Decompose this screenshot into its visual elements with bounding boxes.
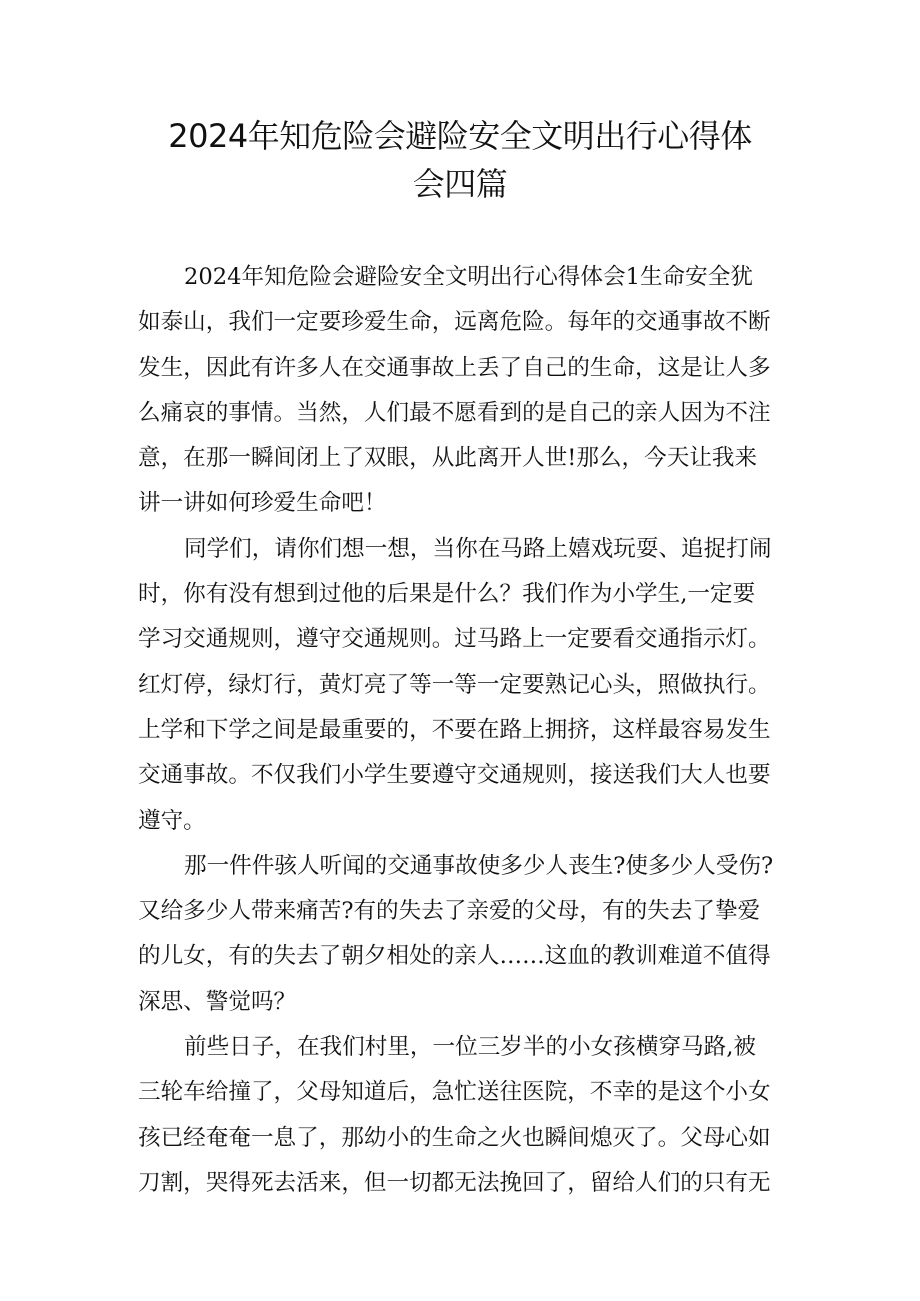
- paragraph-3: [138, 844, 790, 1025]
- paragraph-1: [138, 255, 790, 527]
- text-line: 又给多少人带来痛苦?有的失去了亲爱的父母，有的失去了挚爱: [138, 898, 761, 925]
- paragraph-4: [138, 1025, 790, 1206]
- text-line: 前些日子，在我们村里，一位三岁半的小女孩横穿马路,被: [184, 1034, 757, 1061]
- text-line: 刀割，哭得死去活来，但一切都无法挽回了，留给人们的只有无: [138, 1169, 771, 1196]
- text-line: 意，在那一瞬间闭上了双眼，从此离开人世!那么，今天让我来: [138, 445, 758, 472]
- text-line: 红灯停，绿灯行，黄灯亮了等一等一定要熟记心头，照做执行。: [138, 671, 771, 698]
- title-line-1: 2024年知危险会避险安全文明出行心得体: [168, 117, 752, 155]
- text-line: 孩已经奄奄一息了，那幼小的生命之火也瞬间熄灭了。父母心如: [138, 1124, 771, 1151]
- text-line: 遵守。: [138, 807, 206, 834]
- text-line: 那一件件骇人听闻的交通事故使多少人丧生?使多少人受伤?: [184, 852, 774, 879]
- text-line: 的儿女，有的失去了朝夕相处的亲人……这血的教训难道不值得: [138, 943, 771, 970]
- title-line-2: 会四篇: [412, 165, 508, 203]
- text-line: 时，你有没有想到过他的后果是什么？我们作为小学生,一定要: [138, 581, 756, 608]
- text-line: 三轮车给撞了，父母知道后，急忙送往医院，不幸的是这个小女: [138, 1079, 771, 1106]
- text-line: 学习交通规则，遵守交通规则。过马路上一定要看交通指示灯。: [138, 626, 771, 653]
- text-line: 讲一讲如何珍爱生命吧！: [138, 490, 387, 517]
- text-line: 深思、警觉吗？: [138, 988, 297, 1015]
- text-line: 同学们，请你们想一想，当你在马路上嬉戏玩耍、追捉打闹: [184, 535, 772, 562]
- text-line: 上学和下学之间是最重要的，不要在路上拥挤，这样最容易发生: [138, 716, 771, 743]
- text-line: 交通事故。不仅我们小学生要遵守交通规则，接送我们大人也要: [138, 762, 771, 789]
- document-body: [138, 255, 790, 1206]
- text-line: 如泰山，我们一定要珍爱生命，远离危险。每年的交通事故不断: [138, 309, 771, 336]
- text-line: 么痛哀的事情。当然，人们最不愿看到的是自己的亲人因为不注: [138, 399, 771, 426]
- document-title: [140, 112, 780, 208]
- text-line: 发生，因此有许多人在交通事故上丢了自己的生命，这是让人多: [138, 354, 771, 381]
- text-line: 2024年知危险会避险安全文明出行心得体会1生命安全犹: [184, 264, 753, 290]
- paragraph-2: [138, 527, 790, 844]
